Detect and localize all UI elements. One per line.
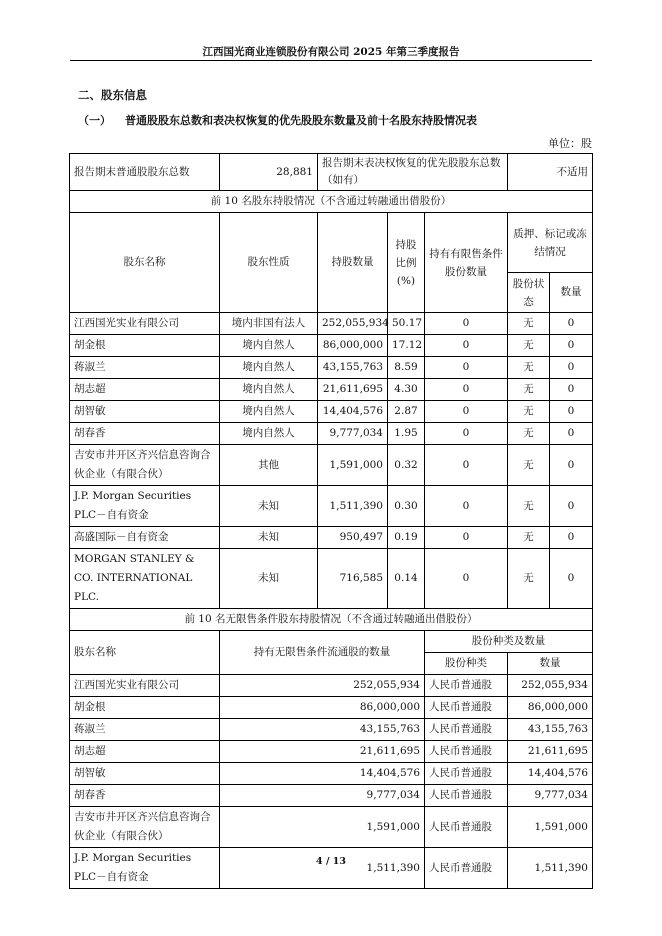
shares-held: 14,404,576: [318, 401, 388, 423]
share-type: 人民币普通股: [425, 807, 508, 848]
shareholder-name: 蒋淑兰: [70, 719, 220, 741]
pledge-status: 无: [508, 486, 550, 527]
top10-row: [70, 423, 593, 445]
top10-row: [70, 313, 593, 335]
pledge-quantity: 0: [550, 379, 593, 401]
unit-label: 单位：股: [548, 137, 592, 150]
shares-held: 43,155,763: [318, 357, 388, 379]
shares-held: 1,591,000: [318, 445, 388, 486]
restricted-shares: 0: [425, 486, 508, 527]
unrestricted-row: [70, 807, 593, 848]
pledge-status: 无: [508, 445, 550, 486]
unrestricted-row: [70, 719, 593, 741]
unrestricted-row: [70, 675, 593, 697]
restricted-shares: 0: [425, 357, 508, 379]
holding-ratio: 0.14: [388, 549, 425, 609]
pledge-status: 无: [508, 401, 550, 423]
unrestricted-row: [70, 848, 593, 889]
shareholder-nature: 境内自然人: [220, 335, 318, 357]
share-quantity: 1,511,390: [508, 848, 593, 889]
holding-ratio: 0.19: [388, 527, 425, 549]
restricted-shares: 0: [425, 335, 508, 357]
shareholder-name: 高盛国际－自有资金: [70, 527, 220, 549]
header-shareholder-name: 股东名称: [70, 213, 220, 313]
summary-row: [70, 154, 593, 191]
restricted-shares: 0: [425, 549, 508, 609]
header-shareholder-nature: 股东性质: [220, 213, 318, 313]
unrestricted-row: [70, 697, 593, 719]
share-type: 人民币普通股: [425, 785, 508, 807]
pledge-status: 无: [508, 335, 550, 357]
shareholder-name: 胡智敏: [70, 763, 220, 785]
header-unrestricted-shares: 持有无限售条件流通股的数量: [220, 631, 425, 675]
unrestricted-shares: 21,611,695: [220, 741, 425, 763]
pledge-quantity: 0: [550, 423, 593, 445]
subsection-number: （一）: [78, 114, 111, 127]
preferred-holders-value: 不适用: [508, 154, 593, 191]
page-header: 江西国光商业连锁股份有限公司 2025 年第三季度报告: [202, 46, 460, 58]
holding-ratio: 1.95: [388, 423, 425, 445]
header-share-type-group: 股份种类及数量: [425, 631, 593, 653]
shareholder-name: 吉安市井开区齐兴信息咨询合伙企业（有限合伙）: [70, 807, 220, 848]
pledge-quantity: 0: [550, 445, 593, 486]
header-divider: [70, 60, 592, 61]
share-quantity: 86,000,000: [508, 697, 593, 719]
shareholder-name: 胡金根: [70, 697, 220, 719]
share-quantity: 252,055,934: [508, 675, 593, 697]
unrestricted-caption-row: [70, 609, 593, 631]
header-share-qty: 数量: [508, 653, 593, 675]
pledge-status: 无: [508, 357, 550, 379]
holding-ratio: 17.12: [388, 335, 425, 357]
shareholder-name: 吉安市井开区齐兴信息咨询合伙企业（有限合伙）: [70, 445, 220, 486]
pledge-quantity: 0: [550, 486, 593, 527]
restricted-shares: 0: [425, 313, 508, 335]
unrestricted-shares: 1,511,390: [220, 848, 425, 889]
pledge-status: 无: [508, 379, 550, 401]
unrestricted-shares: 252,055,934: [220, 675, 425, 697]
pledge-quantity: 0: [550, 357, 593, 379]
shareholder-name: 胡春香: [70, 423, 220, 445]
share-type: 人民币普通股: [425, 741, 508, 763]
unrestricted-shares: 43,155,763: [220, 719, 425, 741]
shareholder-nature: 未知: [220, 549, 318, 609]
share-quantity: 21,611,695: [508, 741, 593, 763]
top10-caption-row: [70, 191, 593, 213]
restricted-shares: 0: [425, 527, 508, 549]
pledge-status: 无: [508, 527, 550, 549]
top10-row: [70, 335, 593, 357]
shareholder-name: J.P. Morgan Securities PLC－自有资金: [70, 486, 220, 527]
shareholder-name: 江西国光实业有限公司: [70, 313, 220, 335]
holding-ratio: 2.87: [388, 401, 425, 423]
share-type: 人民币普通股: [425, 675, 508, 697]
holding-ratio: 0.32: [388, 445, 425, 486]
unrestricted-shares: 14,404,576: [220, 763, 425, 785]
pledge-quantity: 0: [550, 401, 593, 423]
preferred-holders-label: 报告期末表决权恢复的优先股股东总数（如有）: [318, 154, 508, 191]
top10-row: [70, 527, 593, 549]
share-type: 人民币普通股: [425, 697, 508, 719]
unrestricted-caption: 前 10 名无限售条件股东持股情况（不含通过转融通出借股份）: [70, 609, 593, 631]
total-holders-value: 28,881: [220, 154, 318, 191]
unrestricted-shares: 1,591,000: [220, 807, 425, 848]
holding-ratio: 8.59: [388, 357, 425, 379]
top10-row: [70, 549, 593, 609]
shareholder-name: 胡志超: [70, 741, 220, 763]
restricted-shares: 0: [425, 423, 508, 445]
pledge-status: 无: [508, 423, 550, 445]
shareholder-name: 江西国光实业有限公司: [70, 675, 220, 697]
top10-caption: 前 10 名股东持股情况（不含通过转融通出借股份）: [70, 191, 593, 213]
pledge-quantity: 0: [550, 527, 593, 549]
top10-row: [70, 486, 593, 527]
share-quantity: 43,155,763: [508, 719, 593, 741]
header-share-type: 股份种类: [425, 653, 508, 675]
top10-row: [70, 401, 593, 423]
shareholder-table: [69, 153, 593, 889]
holding-ratio: 0.30: [388, 486, 425, 527]
shareholder-name: 胡金根: [70, 335, 220, 357]
shareholder-name: 胡智敏: [70, 401, 220, 423]
header-shares: 持股数量: [318, 213, 388, 313]
shareholder-nature: 未知: [220, 527, 318, 549]
pledge-quantity: 0: [550, 335, 593, 357]
unrestricted-shares: 86,000,000: [220, 697, 425, 719]
shares-held: 21,611,695: [318, 379, 388, 401]
section-title: 二、股东信息: [78, 88, 147, 102]
share-quantity: 14,404,576: [508, 763, 593, 785]
header-pledge: 质押、标记或冻结情况: [508, 213, 593, 273]
share-type: 人民币普通股: [425, 763, 508, 785]
top10-row: [70, 445, 593, 486]
shareholder-name: 胡春香: [70, 785, 220, 807]
top10-row: [70, 357, 593, 379]
shares-held: 716,585: [318, 549, 388, 609]
header-pledge-status: 股份状态: [508, 273, 550, 313]
restricted-shares: 0: [425, 445, 508, 486]
shareholder-nature: 境内自然人: [220, 423, 318, 445]
shares-held: 950,497: [318, 527, 388, 549]
header-restricted-shares: 持有有限售条件股份数量: [425, 213, 508, 313]
unrestricted-row: [70, 763, 593, 785]
shareholder-name: 蒋淑兰: [70, 357, 220, 379]
top10-header-row: [70, 213, 593, 273]
share-type: 人民币普通股: [425, 719, 508, 741]
header-ratio: 持股比例(%): [388, 213, 425, 313]
shareholder-nature: 境内自然人: [220, 379, 318, 401]
unrestricted-row: [70, 741, 593, 763]
shares-held: 9,777,034: [318, 423, 388, 445]
shareholder-name: 胡志超: [70, 379, 220, 401]
holding-ratio: 4.30: [388, 379, 425, 401]
shares-held: 1,511,390: [318, 486, 388, 527]
header-pledge-qty: 数量: [550, 273, 593, 313]
shareholder-nature: 其他: [220, 445, 318, 486]
pledge-status: 无: [508, 549, 550, 609]
shareholder-nature: 未知: [220, 486, 318, 527]
restricted-shares: 0: [425, 379, 508, 401]
subsection-title: [78, 112, 477, 128]
unrestricted-shares: 9,777,034: [220, 785, 425, 807]
top10-row: [70, 379, 593, 401]
restricted-shares: 0: [425, 401, 508, 423]
shareholder-name: MORGAN STANLEY & CO. INTERNATIONAL PLC.: [70, 549, 220, 609]
header-unrestricted-name: 股东名称: [70, 631, 220, 675]
total-holders-label: 报告期末普通股股东总数: [70, 154, 220, 191]
share-quantity: 9,777,034: [508, 785, 593, 807]
subsection-text: 普通股股东总数和表决权恢复的优先股股东数量及前十名股东持股情况表: [125, 114, 477, 127]
share-quantity: 1,591,000: [508, 807, 593, 848]
pledge-quantity: 0: [550, 313, 593, 335]
unrestricted-header-row: [70, 631, 593, 653]
shares-held: 86,000,000: [318, 335, 388, 357]
shares-held: 252,055,934: [318, 313, 388, 335]
page-number: 4 / 13: [316, 856, 346, 867]
shareholder-nature: 境内自然人: [220, 357, 318, 379]
shareholder-nature: 境内自然人: [220, 401, 318, 423]
pledge-status: 无: [508, 313, 550, 335]
holding-ratio: 50.17: [388, 313, 425, 335]
share-type: 人民币普通股: [425, 848, 508, 889]
shareholder-nature: 境内非国有法人: [220, 313, 318, 335]
unrestricted-row: [70, 785, 593, 807]
pledge-quantity: 0: [550, 549, 593, 609]
shareholder-name: J.P. Morgan Securities PLC－自有资金: [70, 848, 220, 889]
